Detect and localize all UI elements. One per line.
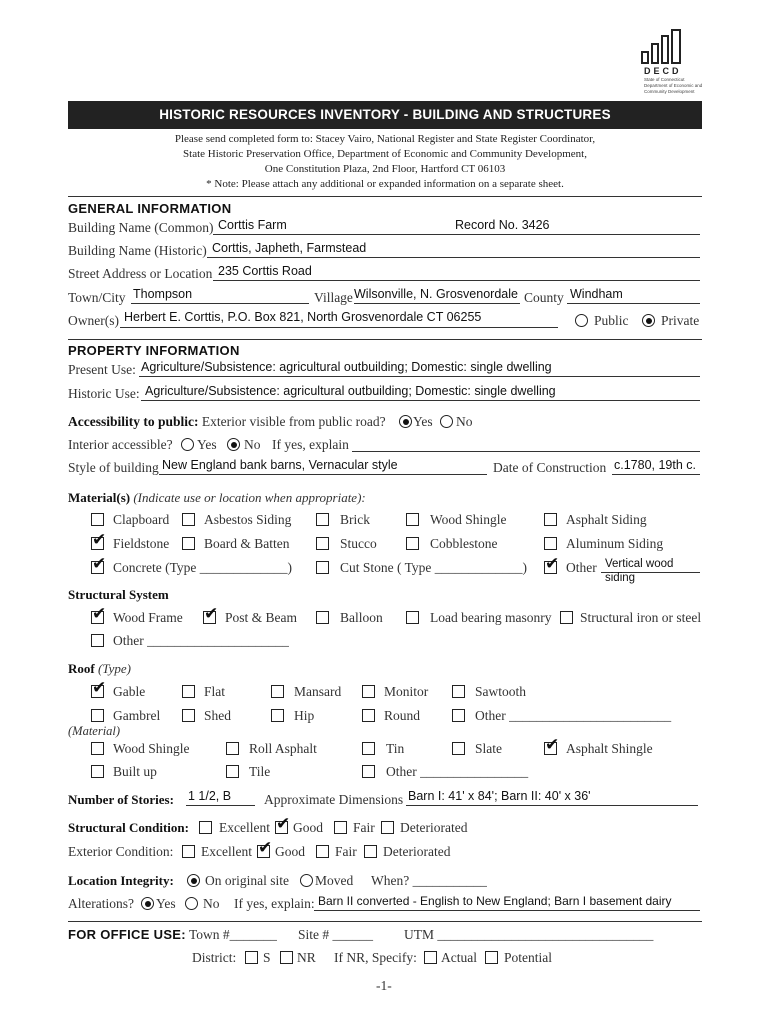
alterations-explain-value[interactable]: Barn II converted - English to New England; Barn I basement dairy (318, 894, 672, 908)
iron-steel-label: Structural iron or steel (580, 610, 702, 625)
check-icon: ✔ (545, 554, 560, 574)
roof-material-note: (Material) (68, 724, 121, 738)
cobblestone-checkbox[interactable] (406, 537, 419, 550)
structural-good-checkbox[interactable] (275, 814, 291, 834)
property-heading: PROPERTY INFORMATION (68, 343, 240, 358)
stories-value[interactable]: 1 1/2, B (188, 789, 232, 803)
instruction-line-3: One Constitution Plaza, 2nd Floor, Hartford CT 06103 (264, 163, 506, 175)
materials-label: Material(s) (68, 490, 131, 505)
common-name-line (213, 234, 700, 235)
alterations-yes-radio[interactable] (141, 897, 154, 910)
exterior-yes-label: Yes (413, 414, 433, 429)
shed-checkbox[interactable] (182, 709, 195, 722)
alterations-no-label: No (203, 896, 220, 911)
wood-frame-checkbox[interactable] (91, 604, 107, 624)
instruction-line-2: State Historic Preservation Office, Department of Economic and Community Development, (183, 148, 587, 160)
interior-yes-label: Yes (197, 437, 217, 452)
historic-use-value[interactable]: Agriculture/Subsistence: agricultural outbuilding; Domestic: single dwelling (145, 384, 556, 398)
interior-label: Interior accessible? (68, 437, 173, 452)
accessibility-row (68, 414, 386, 430)
structural-condition-label: Structural Condition: (68, 820, 189, 835)
exterior-fair-checkbox[interactable] (316, 845, 329, 858)
village-value[interactable]: Wilsonville, N. Grosvenordale (354, 287, 518, 301)
asphalt-shingle-checkbox[interactable] (544, 735, 560, 755)
flat-checkbox[interactable] (182, 685, 195, 698)
roof-wood-shingle-checkbox[interactable] (91, 742, 104, 755)
moved-radio[interactable] (300, 874, 313, 887)
tile-label: Tile (249, 764, 271, 779)
village-label: Village (314, 290, 353, 305)
district-s-checkbox[interactable] (245, 951, 258, 964)
date-line (612, 474, 700, 475)
district-nr-label: NR (297, 950, 316, 965)
flat-label: Flat (204, 684, 226, 699)
accessibility-label: Accessibility to public: (68, 414, 199, 429)
monitor-checkbox[interactable] (362, 685, 375, 698)
materials-note: (Indicate use or location when appropriate): (133, 490, 366, 505)
potential-checkbox[interactable] (485, 951, 498, 964)
interior-no-label: No (244, 437, 261, 452)
concrete-checkbox[interactable] (91, 554, 107, 574)
public-radio[interactable] (575, 314, 588, 327)
board-batten-checkbox[interactable] (182, 537, 195, 550)
historic-use-line (141, 400, 700, 401)
roof-type-other-label: Other ________________________ (475, 708, 672, 723)
clapboard-checkbox[interactable] (91, 513, 104, 526)
structural-fair-label: Fair (353, 820, 375, 835)
check-icon: ✔ (276, 814, 291, 834)
asbestos-label: Asbestos Siding (204, 512, 292, 527)
exterior-excellent-label: Excellent (201, 844, 252, 859)
exterior-visible-yes-radio[interactable] (399, 415, 412, 428)
board-batten-label: Board & Batten (204, 536, 290, 551)
exterior-deteriorated-checkbox[interactable] (364, 845, 377, 858)
other-material-value-2[interactable]: siding (605, 572, 636, 584)
town-value[interactable]: Thompson (133, 287, 193, 301)
dimensions-line (406, 805, 698, 806)
structural-deteriorated-checkbox[interactable] (381, 821, 394, 834)
check-icon: ✔ (204, 604, 219, 624)
public-label: Public (594, 313, 629, 328)
brick-checkbox[interactable] (316, 513, 329, 526)
aluminum-checkbox[interactable] (544, 537, 557, 550)
cobblestone-label: Cobblestone (430, 536, 498, 551)
town-line (131, 303, 309, 304)
record-number-value[interactable]: Record No. 3426 (455, 218, 550, 232)
structural-good-label: Good (293, 820, 323, 835)
structural-other-checkbox[interactable] (91, 634, 104, 647)
asphalt-siding-label: Asphalt Siding (566, 512, 647, 527)
mansard-label: Mansard (294, 684, 342, 699)
accessibility-question: Exterior visible from public road? (201, 414, 386, 429)
exterior-excellent-checkbox[interactable] (182, 845, 195, 858)
roof-heading (68, 661, 131, 677)
gable-checkbox[interactable] (91, 678, 107, 698)
general-heading: GENERAL INFORMATION (68, 201, 232, 216)
exterior-no-label: No (456, 414, 473, 429)
wood-shingle-checkbox[interactable] (406, 513, 419, 526)
gambrel-checkbox[interactable] (91, 709, 104, 722)
historic-name-value[interactable]: Corttis, Japheth, Farmstead (212, 241, 367, 255)
present-use-value[interactable]: Agriculture/Subsistence: agricultural outbuilding; Domestic: single dwelling (141, 360, 552, 374)
date-label: Date of Construction (493, 460, 607, 475)
title-banner (68, 101, 702, 129)
aluminum-label: Aluminum Siding (566, 536, 664, 551)
load-bearing-checkbox[interactable] (406, 611, 419, 624)
roll-asphalt-label: Roll Asphalt (249, 741, 317, 756)
common-name-label: Building Name (Common) (68, 220, 214, 235)
present-use-label: Present Use: (68, 362, 136, 377)
exterior-good-label: Good (275, 844, 305, 859)
alterations-no-radio[interactable] (185, 897, 198, 910)
common-name-value[interactable]: Corttis Farm (218, 218, 287, 232)
explain-line[interactable] (352, 451, 700, 452)
alterations-explain-line (314, 910, 700, 911)
fieldstone-label: Fieldstone (113, 536, 170, 551)
built-up-checkbox[interactable] (91, 765, 104, 778)
other-material-label: Other (566, 560, 597, 575)
date-value[interactable]: c.1780, 19th c. (614, 458, 697, 472)
potential-label: Potential (504, 950, 552, 965)
other-material-value-1[interactable]: Vertical wood (605, 558, 674, 570)
instruction-line-1: Please send completed form to: Stacey Vairo, National Register and State Register Coordinator, (174, 133, 596, 145)
county-line (567, 303, 700, 304)
historic-name-label: Building Name (Historic) (68, 243, 207, 258)
divider (68, 339, 702, 340)
check-icon: ✔ (258, 838, 273, 858)
tin-label: Tin (386, 741, 405, 756)
office-use-label: FOR OFFICE USE: (68, 927, 186, 942)
logo-line1: State of Connecticut (644, 77, 685, 82)
roof-material-other-label: Other ________________ (386, 764, 529, 779)
form-title: HISTORIC RESOURCES INVENTORY - BUILDING AND STRUCTURES (159, 107, 611, 122)
alterations-explain-label: If yes, explain: (234, 896, 315, 911)
wood-shingle-label: Wood Shingle (430, 512, 507, 527)
private-label: Private (661, 313, 700, 328)
shed-label: Shed (204, 708, 231, 723)
tile-checkbox[interactable] (226, 765, 239, 778)
divider (68, 196, 702, 197)
check-icon: ✔ (545, 735, 560, 755)
roof-label: Roof (68, 661, 95, 676)
hip-checkbox[interactable] (271, 709, 284, 722)
village-line (354, 303, 520, 304)
balloon-checkbox[interactable] (316, 611, 329, 624)
sawtooth-label: Sawtooth (475, 684, 527, 699)
town-label: Town/City (68, 290, 126, 305)
roof-type-note: (Type) (97, 661, 131, 676)
alterations-yes-label: Yes (156, 896, 176, 911)
cut-stone-label: Cut Stone ( Type _____________) (340, 560, 528, 575)
round-checkbox[interactable] (362, 709, 375, 722)
structural-other-label: Other _____________________ (113, 633, 289, 648)
dimensions-label: Approximate Dimensions (264, 792, 404, 807)
round-label: Round (384, 708, 421, 723)
structural-deteriorated-label: Deteriorated (400, 820, 468, 835)
logo-line3: Community Development (644, 89, 695, 94)
exterior-condition-label: Exterior Condition: (68, 844, 174, 859)
materials-heading (68, 490, 366, 506)
street-line (213, 280, 700, 281)
roll-asphalt-checkbox[interactable] (226, 742, 239, 755)
private-radio[interactable] (642, 314, 655, 327)
check-icon: ✔ (92, 530, 107, 550)
iron-steel-checkbox[interactable] (560, 611, 573, 624)
interior-yes-radio[interactable] (181, 438, 194, 451)
slate-checkbox[interactable] (452, 742, 465, 755)
gable-label: Gable (113, 684, 146, 699)
original-site-label: On original site (205, 873, 289, 888)
interior-no-radio[interactable] (227, 438, 240, 451)
exterior-fair-label: Fair (335, 844, 357, 859)
stories-label: Number of Stories: (68, 792, 174, 807)
asphalt-siding-checkbox[interactable] (544, 513, 557, 526)
owner-label: Owner(s) (68, 313, 119, 328)
gambrel-label: Gambrel (113, 708, 161, 723)
logo-line2: Department of Economic and (644, 83, 703, 88)
if-yes-explain-label: If yes, explain (272, 437, 349, 452)
district-label: District: (192, 950, 237, 965)
dimensions-value[interactable]: Barn I: 41' x 84'; Barn II: 40' x 36' (408, 789, 591, 803)
structural-excellent-checkbox[interactable] (199, 821, 212, 834)
owner-line (120, 327, 558, 328)
street-value[interactable]: 235 Corttis Road (218, 264, 312, 278)
mansard-checkbox[interactable] (271, 685, 284, 698)
district-nr-checkbox[interactable] (280, 951, 293, 964)
historic-name-line (207, 257, 700, 258)
actual-label: Actual (441, 950, 477, 965)
roof-wood-shingle-label: Wood Shingle (113, 741, 190, 756)
location-integrity-label: Location Integrity: (68, 873, 174, 888)
slate-label: Slate (475, 741, 502, 756)
structural-heading: Structural System (68, 587, 169, 602)
historic-use-label: Historic Use: (68, 386, 140, 401)
style-line (159, 474, 487, 475)
post-beam-label: Post & Beam (225, 610, 298, 625)
structural-excellent-label: Excellent (219, 820, 270, 835)
county-value[interactable]: Windham (570, 287, 623, 301)
owner-value[interactable]: Herbert E. Corttis, P.O. Box 821, North Grosvenordale CT 06255 (124, 310, 482, 324)
street-label: Street Address or Location (68, 266, 213, 281)
actual-checkbox[interactable] (424, 951, 437, 964)
stucco-checkbox[interactable] (316, 537, 329, 550)
office-town-field[interactable]: Town #_______ (189, 927, 277, 942)
roof-type-other-checkbox[interactable] (452, 709, 465, 722)
original-site-radio[interactable] (187, 874, 200, 887)
concrete-label: Concrete (Type _____________) (113, 560, 293, 575)
built-up-label: Built up (113, 764, 157, 779)
tin-checkbox[interactable] (362, 742, 375, 755)
exterior-good-checkbox[interactable] (257, 838, 273, 858)
sawtooth-checkbox[interactable] (452, 685, 465, 698)
office-site-field[interactable]: Site # ______ (298, 927, 374, 942)
page-number: -1- (376, 978, 392, 993)
post-beam-checkbox[interactable] (203, 604, 219, 624)
present-use-line (139, 376, 700, 377)
check-icon: ✔ (92, 604, 107, 624)
style-value[interactable]: New England bank barns, Vernacular style (162, 458, 398, 472)
structural-fair-checkbox[interactable] (334, 821, 347, 834)
if-nr-specify-label: If NR, Specify: (334, 950, 417, 965)
balloon-label: Balloon (340, 610, 383, 625)
exterior-visible-no-radio[interactable] (440, 415, 453, 428)
decd-logo-icon (640, 28, 686, 64)
moved-label: Moved (315, 873, 354, 888)
alterations-label: Alterations? (68, 896, 134, 911)
load-bearing-label: Load bearing masonry (430, 610, 552, 625)
instruction-note: * Note: Please attach any additional or expanded information on a separate sheet. (206, 178, 564, 190)
exterior-deteriorated-label: Deteriorated (383, 844, 451, 859)
cut-stone-checkbox[interactable] (316, 561, 329, 574)
hip-label: Hip (294, 708, 315, 723)
asphalt-shingle-label: Asphalt Shingle (566, 741, 653, 756)
fieldstone-checkbox[interactable] (91, 530, 107, 550)
wood-frame-label: Wood Frame (113, 610, 183, 625)
logo-text: DECD (644, 66, 682, 76)
office-utm-field[interactable]: UTM ________________________________ (404, 927, 654, 942)
stucco-label: Stucco (340, 536, 377, 551)
county-label: County (524, 290, 564, 305)
clapboard-label: Clapboard (113, 512, 170, 527)
check-icon: ✔ (92, 554, 107, 574)
roof-material-other-checkbox[interactable] (362, 765, 375, 778)
stories-line (186, 805, 255, 806)
monitor-label: Monitor (384, 684, 429, 699)
asbestos-checkbox[interactable] (182, 513, 195, 526)
district-s-label: S (263, 950, 271, 965)
style-label: Style of building (68, 460, 159, 475)
check-icon: ✔ (92, 678, 107, 698)
when-label: When? ___________ (371, 873, 487, 888)
other-material-checkbox[interactable] (544, 554, 560, 574)
brick-label: Brick (340, 512, 370, 527)
divider (68, 921, 702, 922)
